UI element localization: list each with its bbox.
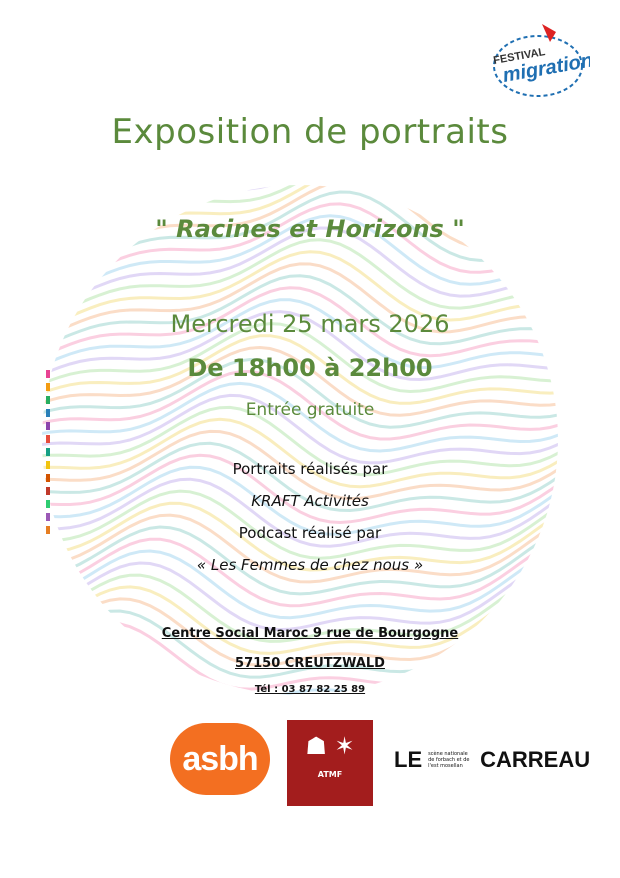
address-line-1: Centre Social Maroc 9 rue de Bourgogne [161, 626, 459, 641]
phone-number: Tél : 03 87 82 25 89 [254, 684, 366, 695]
entry-info: Entrée gratuite [245, 400, 375, 420]
festival-label: FESTIVAL [492, 46, 547, 67]
edge-dash [46, 383, 50, 391]
le-carreau-logo: LE scène nationale de forbach et de l'est mosellan CARREAU [394, 747, 591, 772]
wave-line [30, 240, 570, 315]
edge-dash [46, 422, 50, 430]
atmf-logo: ☗ ✶ ATMF [287, 720, 373, 806]
event-date: Mercredi 25 mars 2026 [170, 310, 450, 338]
podcast-label: Podcast réalisé par [238, 524, 382, 542]
portraits-label: Portraits réalisés par [232, 460, 388, 478]
address-line-2: 57150 CREUTZWALD [235, 656, 385, 671]
migrations-label: migrations [501, 47, 590, 87]
exhibition-name: " Racines et Horizons " [155, 215, 465, 243]
edge-dash [46, 448, 50, 456]
portraits-author: KRAFT Activités [251, 492, 369, 510]
wavy-circle-background [30, 180, 570, 700]
asbh-logo: asbh [170, 723, 270, 795]
event-hours: De 18h00 à 22h00 [187, 354, 433, 382]
podcast-author: « Les Femmes de chez nous » [196, 556, 424, 574]
festival-migrations-logo [480, 22, 590, 102]
wave-line [30, 586, 570, 653]
edge-dash [46, 513, 50, 521]
page-title: Exposition de portraits [111, 112, 509, 152]
wave-line [30, 180, 570, 207]
edge-dash [46, 435, 50, 443]
